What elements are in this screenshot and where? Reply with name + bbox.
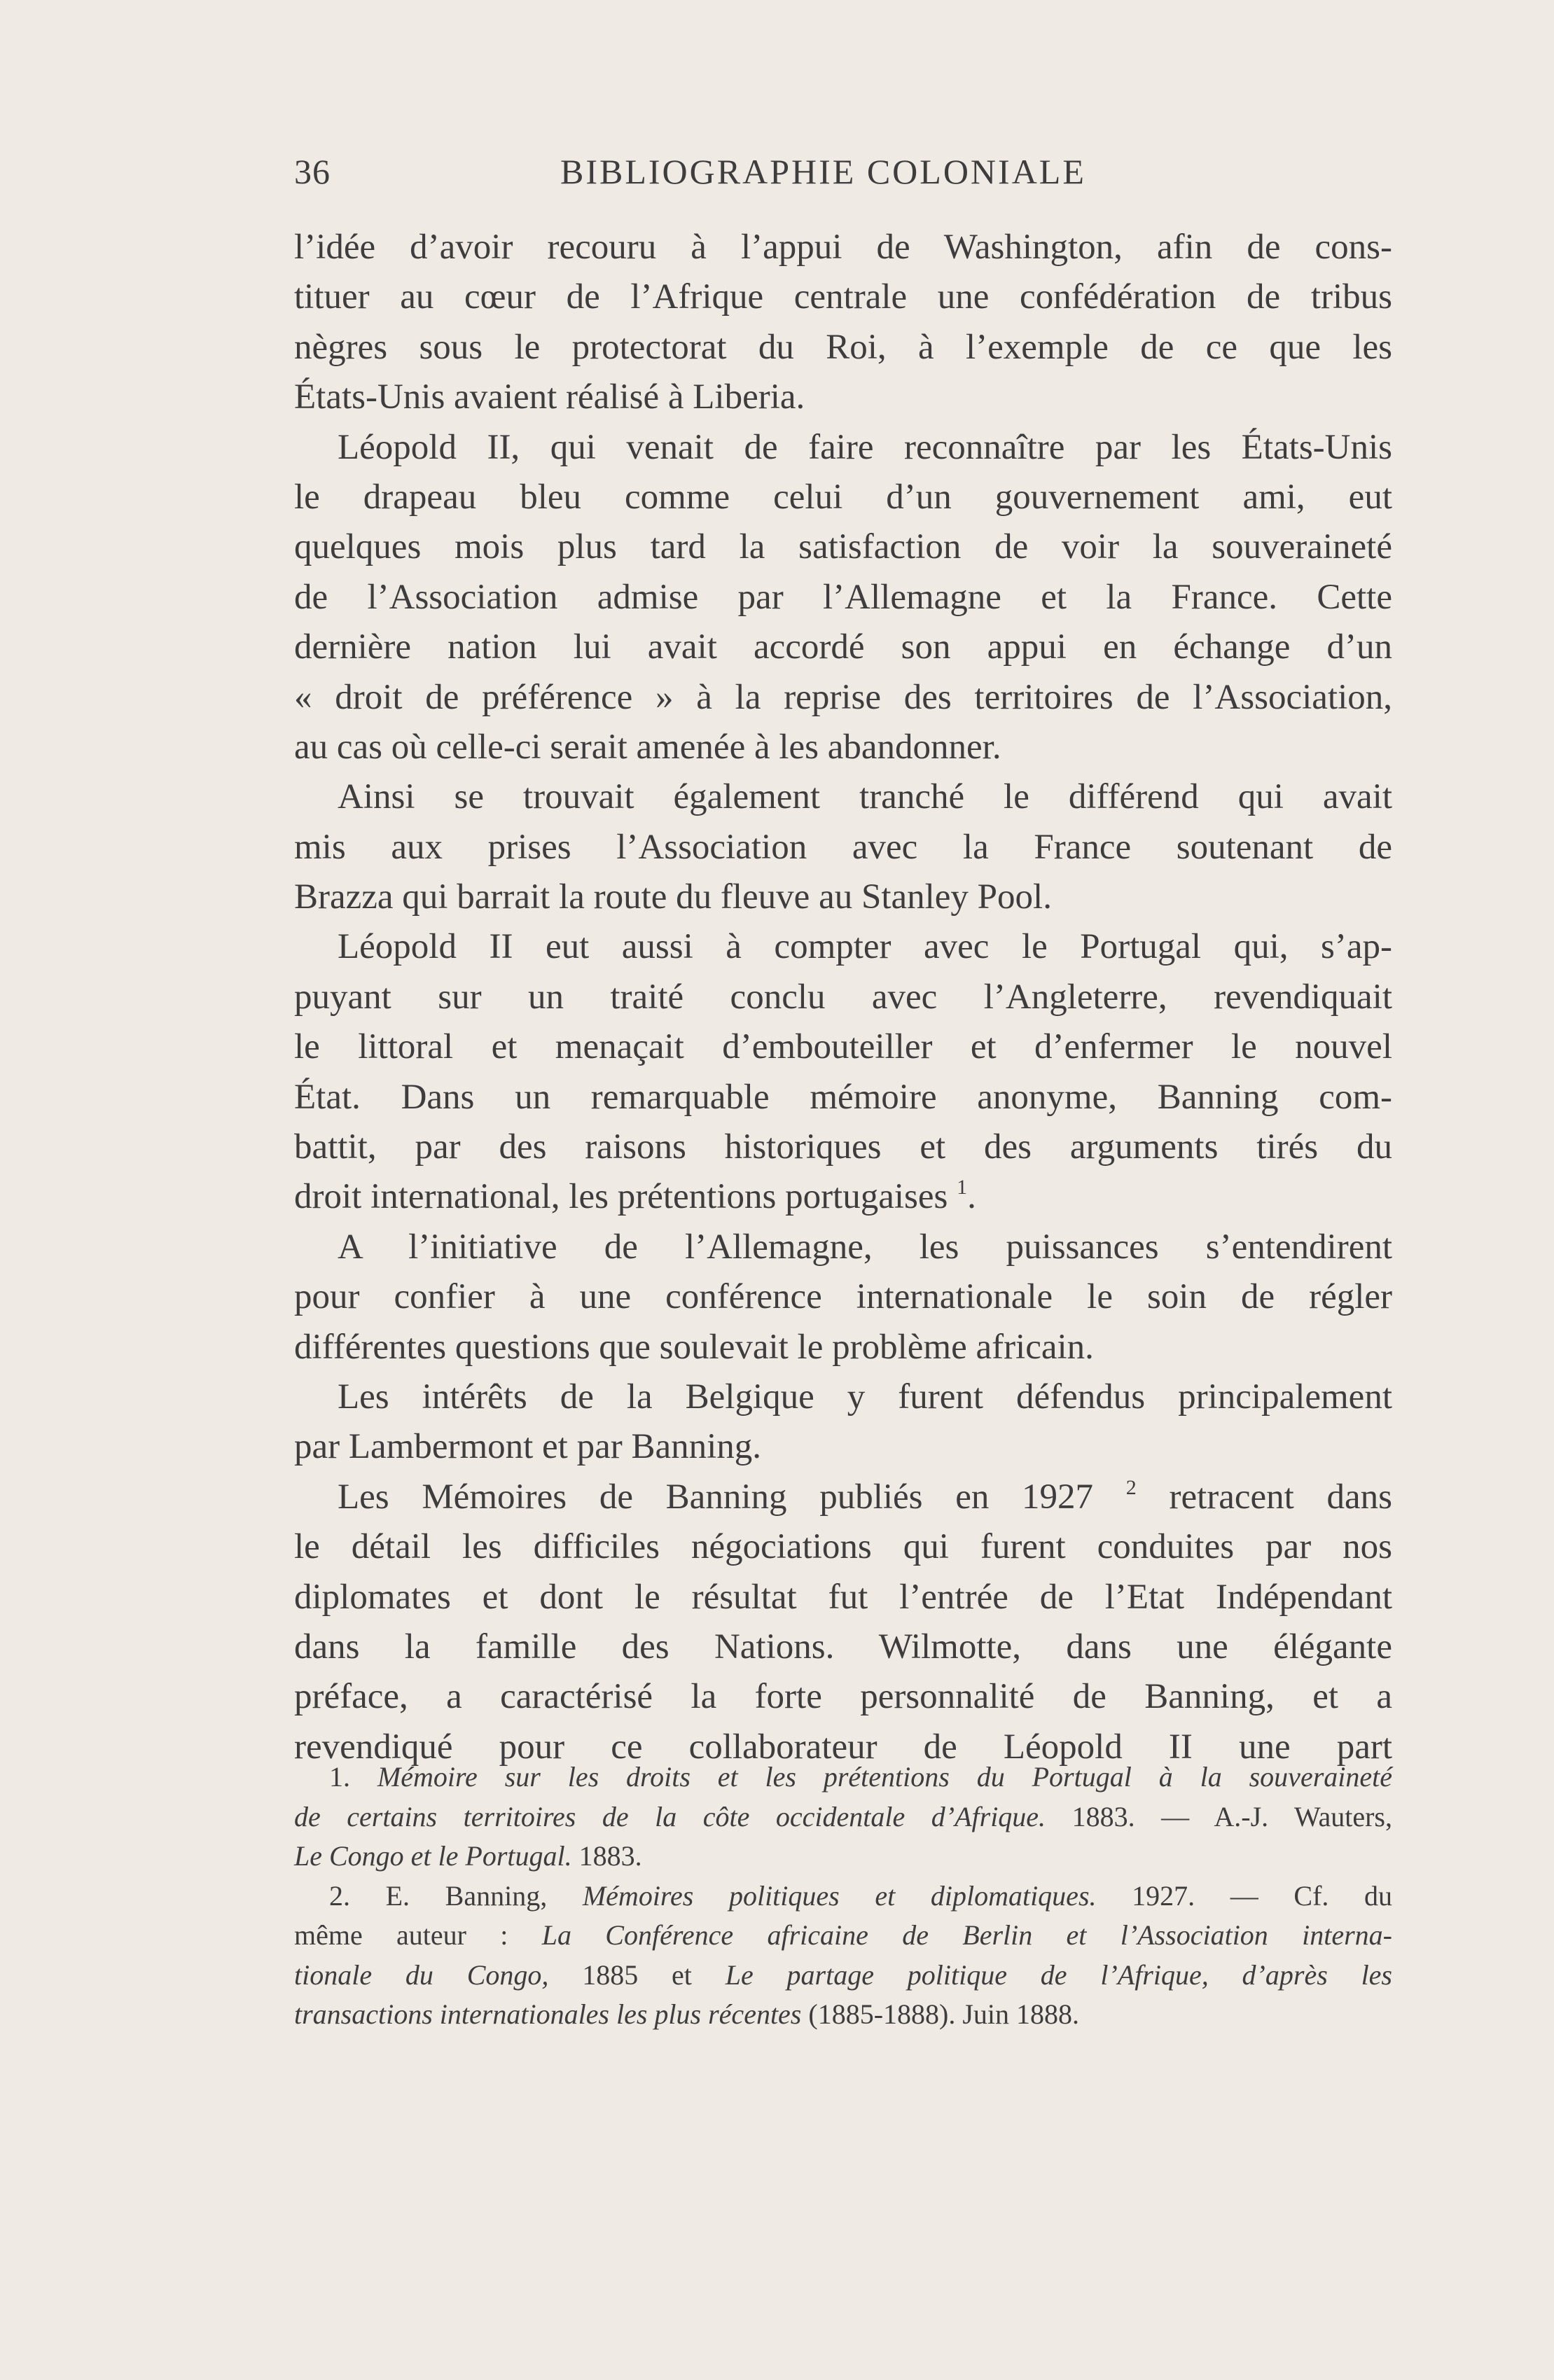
body-line: puyant sur un traité conclu avec l’Angleterre, revendiquait [294, 977, 1392, 1017]
footnote-ref-1: 1 [957, 1176, 968, 1199]
page-header [294, 151, 1121, 196]
footnote-text: E. Banning, [385, 1879, 548, 1912]
body-line: de l’Association admise par l’Allemagne et la France. Cette [294, 577, 1392, 617]
footnote-text: 1883. — A.-J. Wauters, [1071, 1800, 1393, 1832]
footnote-1 [294, 1758, 1392, 1797]
body-line: État. Dans un remarquable mémoire anonyme, Banning com- [294, 1077, 1392, 1117]
footnote-title: transactions internationales les plus récentes [294, 1998, 802, 2030]
body-line [294, 1172, 1392, 1222]
footnote-text: même auteur : [294, 1919, 508, 1951]
footnote-title: de certains territoires de la côte occidentale d’Afrique. [294, 1800, 1046, 1832]
body-line: États-Unis avaient réalisé à Liberia. [294, 377, 805, 417]
body-line: différentes questions que soulevait le problème africain. [294, 1327, 1094, 1367]
body-line: Les intérêts de la Belgique y furent défendus principalement [338, 1377, 1392, 1417]
body-line: Léopold II eut aussi à compter avec le Portugal qui, s’ap- [338, 927, 1392, 967]
body-line: par Lambermont et par Banning. [294, 1427, 762, 1467]
body-line [294, 1473, 1392, 1522]
footnote-ref-1-period: . [967, 1177, 976, 1217]
footnote-title: tionale du Congo, [294, 1958, 549, 1991]
footnote-title: Le Congo et le Portugal. [294, 1840, 572, 1872]
body-line: dernière nation lui avait accordé son appui en échange d’un [294, 627, 1392, 667]
body-line: Brazza qui barrait la route du fleuve au Stanley Pool. [294, 877, 1052, 917]
body-line: A l’initiative de l’Allemagne, les puissances s’entendirent [338, 1227, 1392, 1267]
footnote-title: Mémoire sur les droits et les prétentions du Portugal à la souveraineté [377, 1761, 1392, 1793]
footnote-title: La Conférence africaine de Berlin et l’Association interna- [541, 1919, 1392, 1951]
body-line: dans la famille des Nations. Wilmotte, dans une élégante [294, 1627, 1392, 1666]
footnote-text: 1927. — Cf. du [1132, 1879, 1393, 1912]
body-text [294, 223, 1392, 1772]
body-line: « droit de préférence » à la reprise des territoires de l’Association, [294, 677, 1392, 717]
page-number: 36 [294, 152, 331, 191]
footnote-1-line [294, 1797, 1392, 1837]
body-line-text: Les Mémoires de Banning publiés en 1927 [338, 1477, 1094, 1517]
footnote-text: (1885-1888). Juin 1888. [808, 1998, 1080, 2030]
footnote-title: Mémoires politiques et diplomatiques. [582, 1879, 1097, 1912]
body-line: le littoral et menaçait d’embouteiller et d’enfermer le nouvel [294, 1027, 1392, 1067]
footnote-ref-2: 2 [1125, 1475, 1137, 1499]
footnote-2-line [294, 1916, 1392, 1956]
footnotes [294, 1758, 1392, 2035]
body-line: préface, a caractérisé la forte personnalité de Banning, et a [294, 1677, 1392, 1717]
footnote-title: Le partage politique de l’Afrique, d’après les [725, 1958, 1393, 1991]
body-line: quelques mois plus tard la satisfaction de voir la souveraineté [294, 527, 1392, 567]
body-line: mis aux prises l’Association avec la France soutenant de [294, 827, 1392, 867]
footnote-2-line [294, 1995, 1392, 2035]
footnote-number: 2. [329, 1879, 350, 1912]
footnote-text: 1885 et [582, 1958, 692, 1991]
body-line: au cas où celle-ci serait amenée à les abandonner. [294, 727, 1001, 767]
body-line: battit, par des raisons historiques et des arguments tirés du [294, 1127, 1392, 1167]
body-line: nègres sous le protectorat du Roi, à l’exemple de ce que les [294, 327, 1392, 367]
body-line-text: retracent dans [1169, 1477, 1393, 1517]
footnote-1-line [294, 1837, 1392, 1877]
body-line: pour confier à une conférence internationale le soin de régler [294, 1277, 1392, 1317]
body-line: le détail les difficiles négociations qui furent conduites par nos [294, 1527, 1392, 1567]
body-line: diplomates et dont le résultat fut l’entrée de l’Etat Indépendant [294, 1577, 1392, 1617]
body-line: Ainsi se trouvait également tranché le différend qui avait [338, 777, 1392, 817]
running-title: BIBLIOGRAPHIE COLONIALE [560, 152, 1086, 191]
body-line: tituer au cœur de l’Afrique centrale une confédération de tribus [294, 277, 1392, 317]
footnote-number: 1. [329, 1761, 350, 1793]
body-line: Léopold II, qui venait de faire reconnaître par les États-Unis [338, 427, 1392, 467]
footnote-2-line [294, 1956, 1392, 1996]
footnote-2 [294, 1877, 1392, 1916]
body-line: revendiqué pour ce collaborateur de Léopold II une part [294, 1727, 1392, 1767]
body-line: l’idée d’avoir recouru à l’appui de Washington, afin de cons- [294, 228, 1392, 267]
body-line: le drapeau bleu comme celui d’un gouvernement ami, eut [294, 477, 1392, 517]
body-line-text: droit international, les prétentions portugaises [294, 1177, 948, 1217]
footnote-text: 1883. [578, 1840, 642, 1872]
